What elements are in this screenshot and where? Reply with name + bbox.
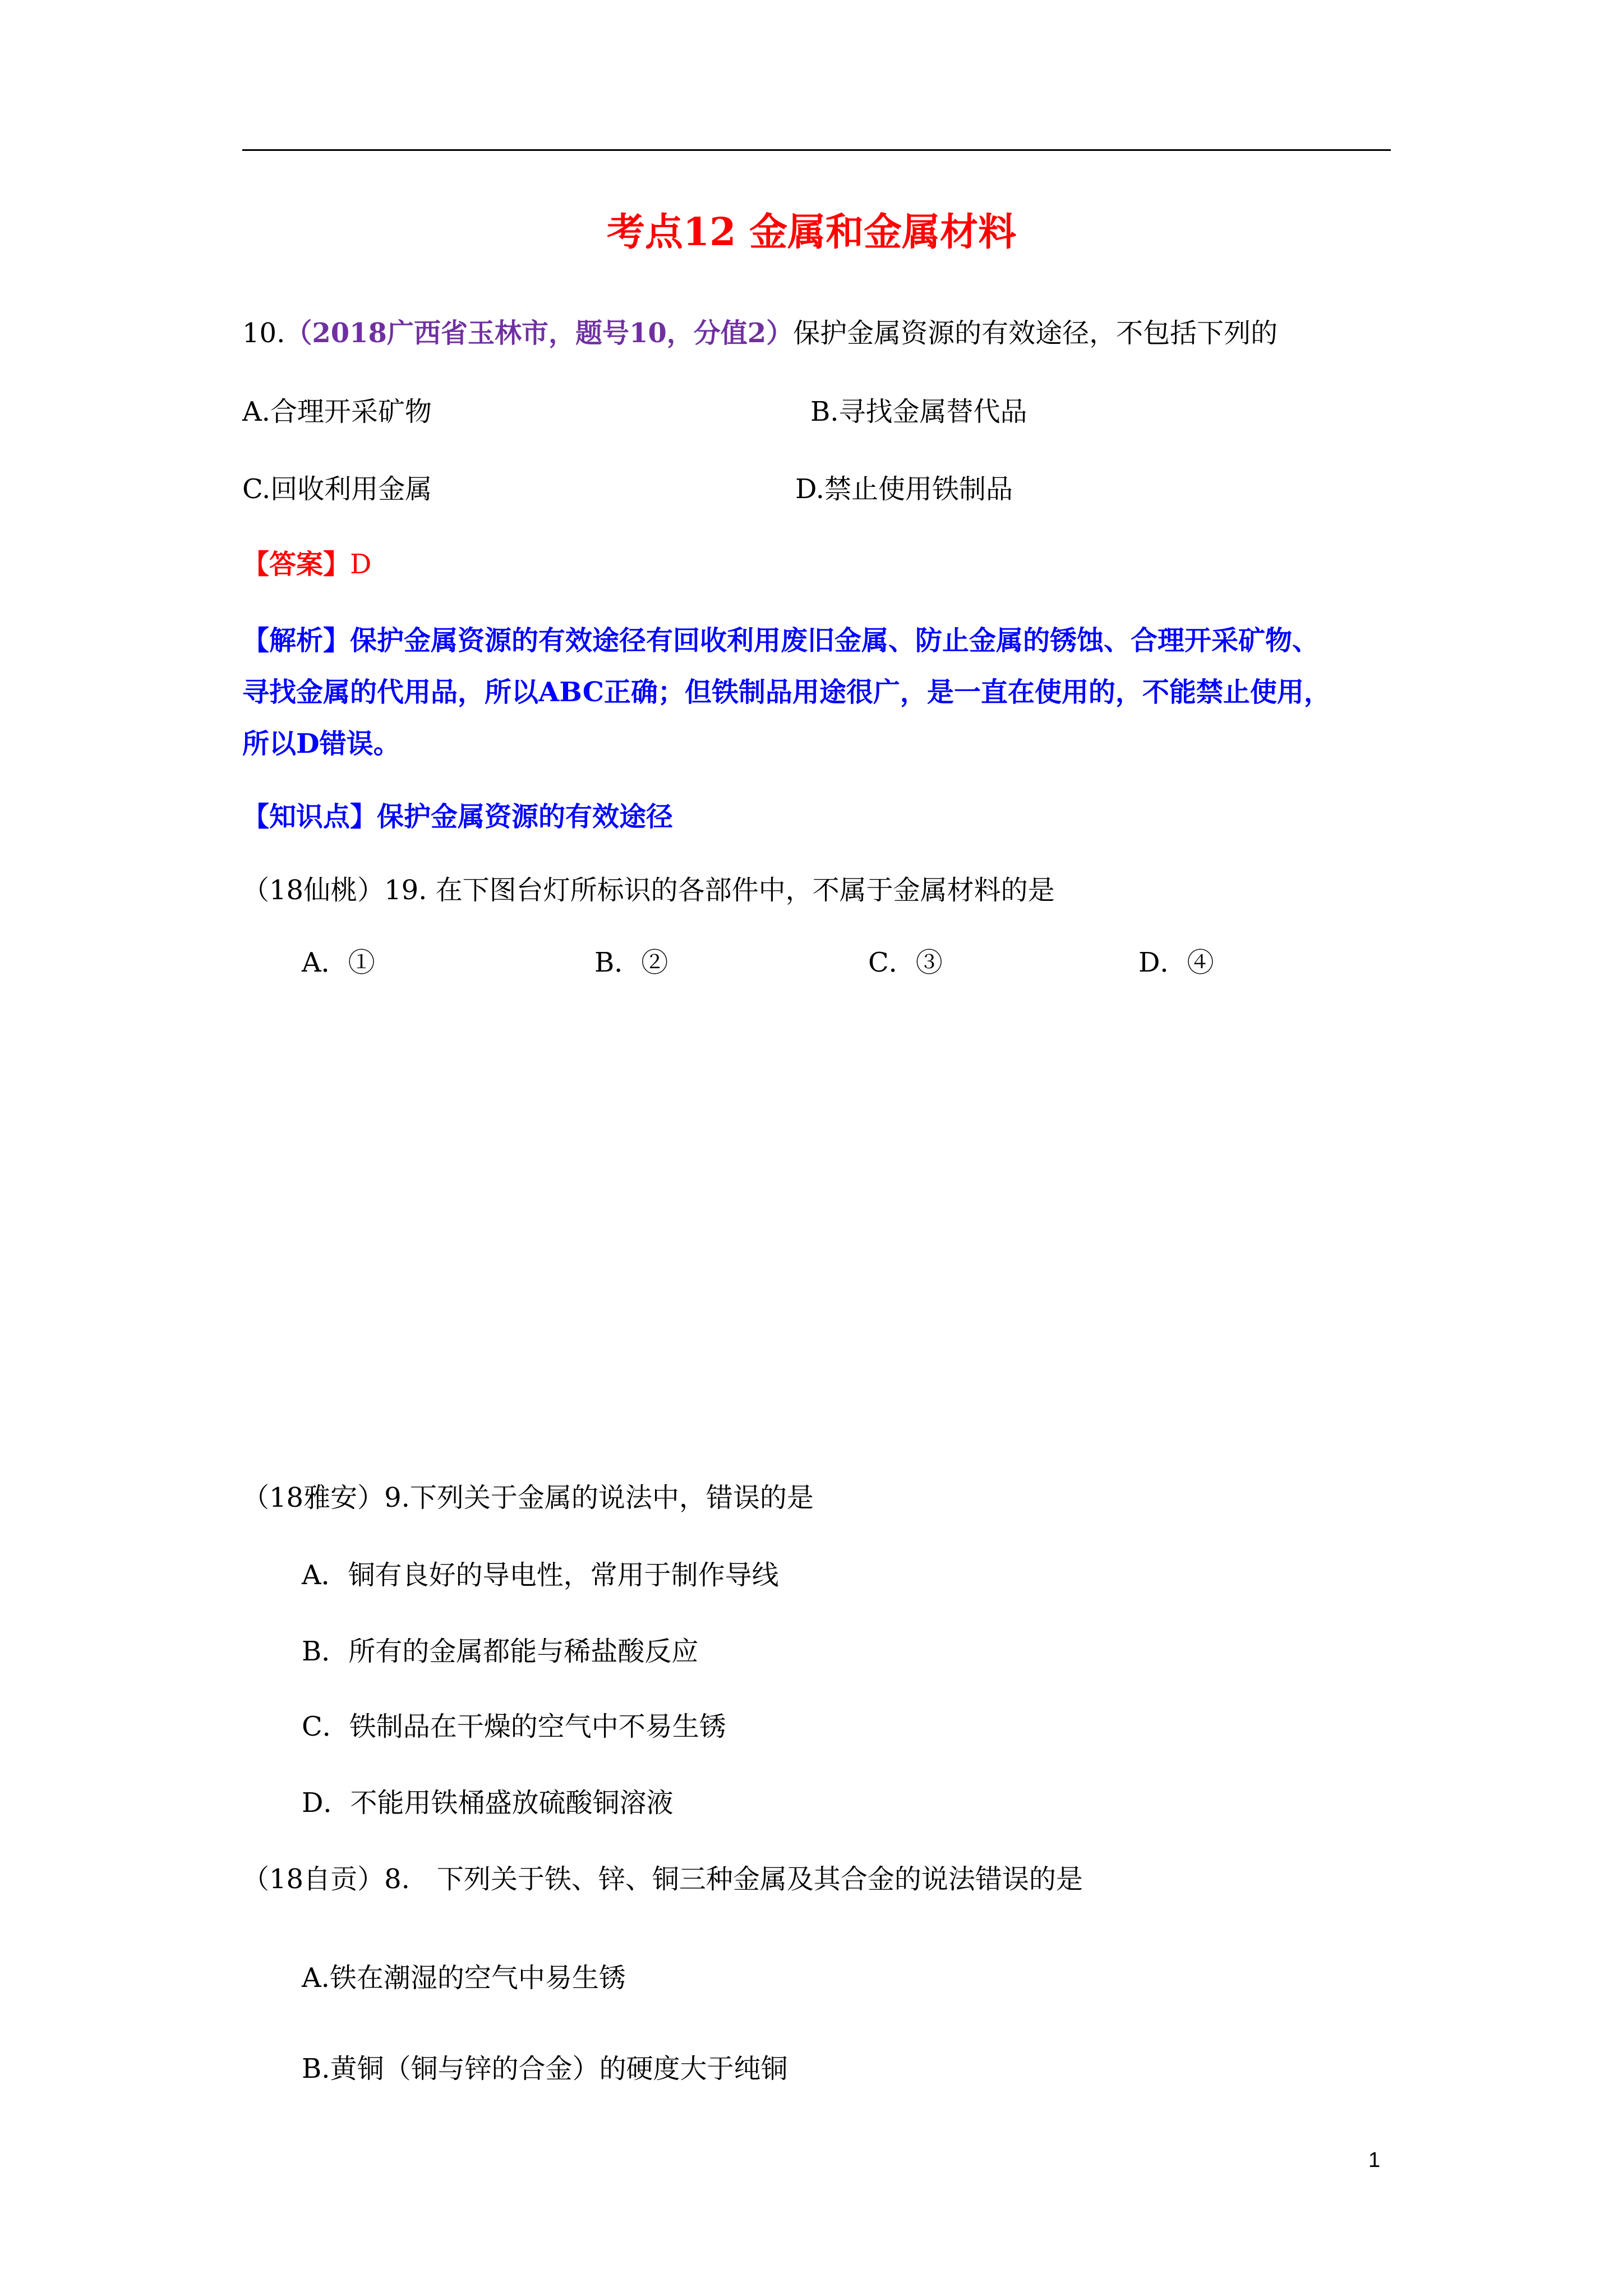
page-title: 考点12 金属和金属材料 bbox=[606, 210, 1017, 255]
q10-knowledge bbox=[242, 803, 673, 830]
q10-answer-label: 【答案】 bbox=[242, 549, 351, 580]
q19-option-a: A．① bbox=[302, 947, 375, 978]
q10-analysis-line-2: 寻找金属的代用品，所以ABC正确；但铁制品用途很广，是一直在使用的，不能禁止使用， bbox=[242, 677, 1331, 708]
q10-analysis-text-1: 保护金属资源的有效途径有回收利用废旧金属、防止金属的锈蚀、合理开采矿物、 bbox=[350, 625, 1320, 656]
q10-analysis-line-3: 所以D错误。 bbox=[242, 728, 400, 760]
q10-stem: 保护金属资源的有效途径，不包括下列的 bbox=[793, 318, 1278, 349]
q10-stem-line bbox=[242, 320, 1278, 347]
q9-option-c: C．铁制品在干燥的空气中不易生锈 bbox=[302, 1711, 726, 1742]
q10-knowledge-value: 保护金属资源的有效途径 bbox=[377, 801, 674, 832]
q19-option-d: D．④ bbox=[1138, 947, 1214, 978]
q10-option-b: B.寻找金属替代品 bbox=[810, 396, 1027, 427]
q9-stem: （18雅安）9.下列关于金属的说法中，错误的是 bbox=[242, 1482, 814, 1513]
page-number: 1 bbox=[1368, 2148, 1381, 2172]
q10-analysis-label: 【解析】 bbox=[242, 625, 351, 656]
q10-number: 10. bbox=[242, 318, 285, 349]
q10-knowledge-label: 【知识点】 bbox=[242, 801, 377, 832]
q10-option-d: D.禁止使用铁制品 bbox=[795, 473, 1013, 505]
q19-stem: （18仙桃）19. 在下图台灯所标识的各部件中，不属于金属材料的是 bbox=[242, 875, 1055, 906]
q9-option-a: A．铜有良好的导电性，常用于制作导线 bbox=[302, 1559, 779, 1591]
header-rule bbox=[242, 149, 1391, 151]
q9-option-d: D．不能用铁桶盛放硫酸铜溶液 bbox=[302, 1787, 674, 1819]
lamp-figure-blank bbox=[242, 1010, 1391, 1458]
q10-answer bbox=[242, 551, 372, 578]
q9-option-b: B．所有的金属都能与稀盐酸反应 bbox=[302, 1636, 699, 1667]
q10-answer-value: D bbox=[350, 549, 372, 580]
q19-option-c: C．③ bbox=[868, 947, 943, 978]
q10-option-a: A.合理开采矿物 bbox=[242, 396, 432, 427]
q10-option-c: C.回收利用金属 bbox=[242, 473, 432, 505]
q10-source: （2018广西省玉林市，题号10，分值2） bbox=[285, 318, 794, 349]
q19-option-b: B．② bbox=[594, 947, 668, 978]
q8-option-a: A.铁在潮湿的空气中易生锈 bbox=[302, 1962, 626, 1994]
q10-analysis-line-1 bbox=[242, 627, 1319, 654]
q8-option-b: B.黄铜（铜与锌的合金）的硬度大于纯铜 bbox=[302, 2053, 788, 2085]
q8-stem: （18自贡）8. 下列关于铁、锌、铜三种金属及其合金的说法错误的是 bbox=[242, 1864, 1083, 1895]
